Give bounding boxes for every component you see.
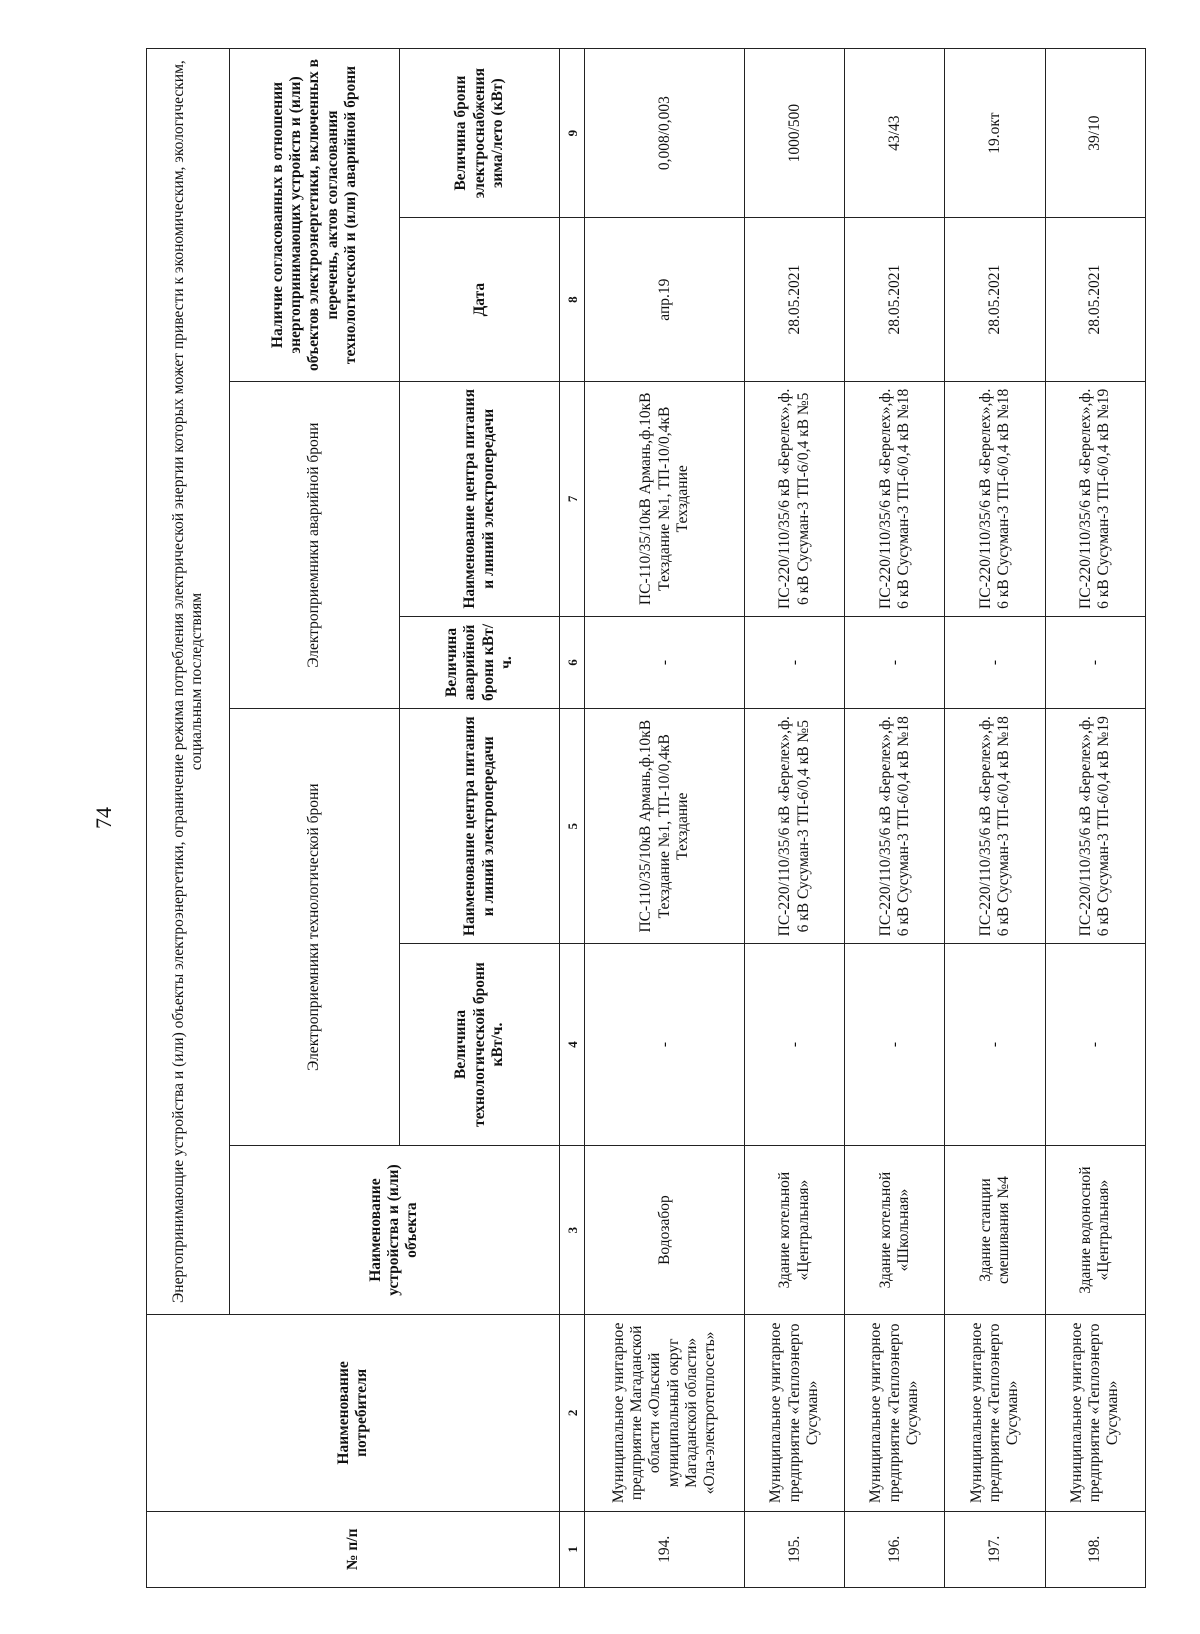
cell-num: 194. (585, 1511, 745, 1587)
cell-consumer: Муниципальное унитарное предприятие «Теплоэнерго Сусуман» (745, 1315, 845, 1511)
cell-tech-center: ПС-110/35/10кВ Армань,ф.10кВ Техздание №1, ТП-10/0,4кВ Техздание (585, 709, 745, 944)
cell-emergency-center: ПС-110/35/10кВ Армань,ф.10кВ Техздание №1, ТП-10/0,4кВ Техздание (585, 381, 745, 616)
cell-tech-value: - (945, 944, 1045, 1146)
cell-tech-value: - (845, 944, 945, 1146)
cell-object: Здание котельной «Школьная» (845, 1145, 945, 1314)
cell-emergency-center: ПС-220/110/35/6 кВ «Берелех»,ф. 6 кВ Сусуман-3 ТП-6/0,4 кВ №5 (745, 381, 845, 616)
header-emergency-group: Электроприемники аварийной брони (229, 381, 400, 708)
header-consumer: Наименование потребителя (147, 1315, 560, 1511)
cell-tech-value: - (745, 944, 845, 1146)
column-number: 8 (560, 218, 585, 382)
cell-emergency-center: ПС-220/110/35/6 кВ «Берелех»,ф. 6 кВ Сусуман-3 ТП-6/0,4 кВ №18 (945, 381, 1045, 616)
cell-consumer: Муниципальное унитарное предприятие «Теплоэнерго Сусуман» (845, 1315, 945, 1511)
cell-emergency-value: - (1045, 616, 1145, 709)
header-tech-value: Величина технологической брони кВт/ч. (400, 944, 560, 1146)
rotated-table-wrapper (146, 48, 1146, 1588)
header-row-title (147, 49, 230, 1588)
cell-tech-value: - (1045, 944, 1145, 1146)
cell-reserve: 39/10 (1045, 49, 1145, 218)
column-number: 4 (560, 944, 585, 1146)
column-number: 5 (560, 709, 585, 944)
table-row (745, 49, 845, 1588)
cell-tech-center: ПС-220/110/35/6 кВ «Берелех»,ф. 6 кВ Сусуман-3 ТП-6/0,4 кВ №18 (945, 709, 1045, 944)
cell-reserve: 19.окт (945, 49, 1045, 218)
column-number: 2 (560, 1315, 585, 1511)
header-num: № п/п (147, 1511, 560, 1587)
header-tech-center: Наименование центра питания и линий электропередачи (400, 709, 560, 944)
header-date: Дата (400, 218, 560, 382)
column-number: 7 (560, 381, 585, 616)
cell-emergency-value: - (945, 616, 1045, 709)
cell-tech-center: ПС-220/110/35/6 кВ «Берелех»,ф. 6 кВ Сусуман-3 ТП-6/0,4 кВ №18 (845, 709, 945, 944)
cell-tech-value: - (585, 944, 745, 1146)
consumer-table (146, 48, 1146, 1588)
header-emergency-value: Величина аварийной брони кВт/ч. (400, 616, 560, 709)
column-number-row (560, 49, 585, 1588)
cell-consumer: Муниципальное унитарное предприятие «Теплоэнерго Сусуман» (1045, 1315, 1145, 1511)
cell-reserve: 43/43 (845, 49, 945, 218)
cell-emergency-value: - (745, 616, 845, 709)
column-number: 9 (560, 49, 585, 218)
cell-object: Здание станции смешивания №4 (945, 1145, 1045, 1314)
cell-reserve: 0,008/0,003 (585, 49, 745, 218)
table-row (1045, 49, 1145, 1588)
header-acts-group: Наличие согласованных в отношении энергопринимающих устройств и (или) объектов электроэнергетики, включенных в перечень, актов согласования технологической и (или) аварийной брони (229, 49, 400, 382)
header-object: Наименование устройства и (или) объекта (229, 1145, 559, 1314)
cell-num: 195. (745, 1511, 845, 1587)
table-row (585, 49, 745, 1588)
table-title: Энергопринимающие устройства и (или) объекты электроэнергетики, ограничение режима потребления электрической энергии которых может привести к экономическим, экологическим, социальным последствиям (147, 49, 230, 1315)
cell-consumer: Муниципальное унитарное предприятие Магаданской области «Ольский муниципальный округ Магаданской области» «Ола-электротеплосеть» (585, 1315, 745, 1511)
cell-num: 198. (1045, 1511, 1145, 1587)
cell-date: 28.05.2021 (745, 218, 845, 382)
cell-object: Водозабор (585, 1145, 745, 1314)
cell-object: Здание котельной «Центральная» (745, 1145, 845, 1314)
column-number: 1 (560, 1511, 585, 1587)
column-number: 3 (560, 1145, 585, 1314)
column-number: 6 (560, 616, 585, 709)
cell-reserve: 1000/500 (745, 49, 845, 218)
cell-emergency-center: ПС-220/110/35/6 кВ «Берелех»,ф. 6 кВ Сусуман-3 ТП-6/0,4 кВ №18 (845, 381, 945, 616)
header-reserve: Величина брони электроснабжения зима/лето (кВт) (400, 49, 560, 218)
cell-emergency-value: - (845, 616, 945, 709)
header-emergency-center: Наименование центра питания и линий электропередачи (400, 381, 560, 616)
cell-emergency-value: - (585, 616, 745, 709)
cell-consumer: Муниципальное унитарное предприятие «Теплоэнерго Сусуман» (945, 1315, 1045, 1511)
cell-date: апр.19 (585, 218, 745, 382)
page-number: 74 (91, 807, 116, 829)
cell-tech-center: ПС-220/110/35/6 кВ «Берелех»,ф. 6 кВ Сусуман-3 ТП-6/0,4 кВ №19 (1045, 709, 1145, 944)
table-row (845, 49, 945, 1588)
cell-num: 196. (845, 1511, 945, 1587)
table-row (945, 49, 1045, 1588)
cell-object: Здание водоносной «Центральная» (1045, 1145, 1145, 1314)
cell-emergency-center: ПС-220/110/35/6 кВ «Берелех»,ф. 6 кВ Сусуман-3 ТП-6/0,4 кВ №19 (1045, 381, 1145, 616)
cell-num: 197. (945, 1511, 1045, 1587)
cell-tech-center: ПС-220/110/35/6 кВ «Берелех»,ф. 6 кВ Сусуман-3 ТП-6/0,4 кВ №5 (745, 709, 845, 944)
cell-date: 28.05.2021 (845, 218, 945, 382)
cell-date: 28.05.2021 (1045, 218, 1145, 382)
cell-date: 28.05.2021 (945, 218, 1045, 382)
header-tech-group: Электроприемники технологической брони (229, 709, 400, 1146)
